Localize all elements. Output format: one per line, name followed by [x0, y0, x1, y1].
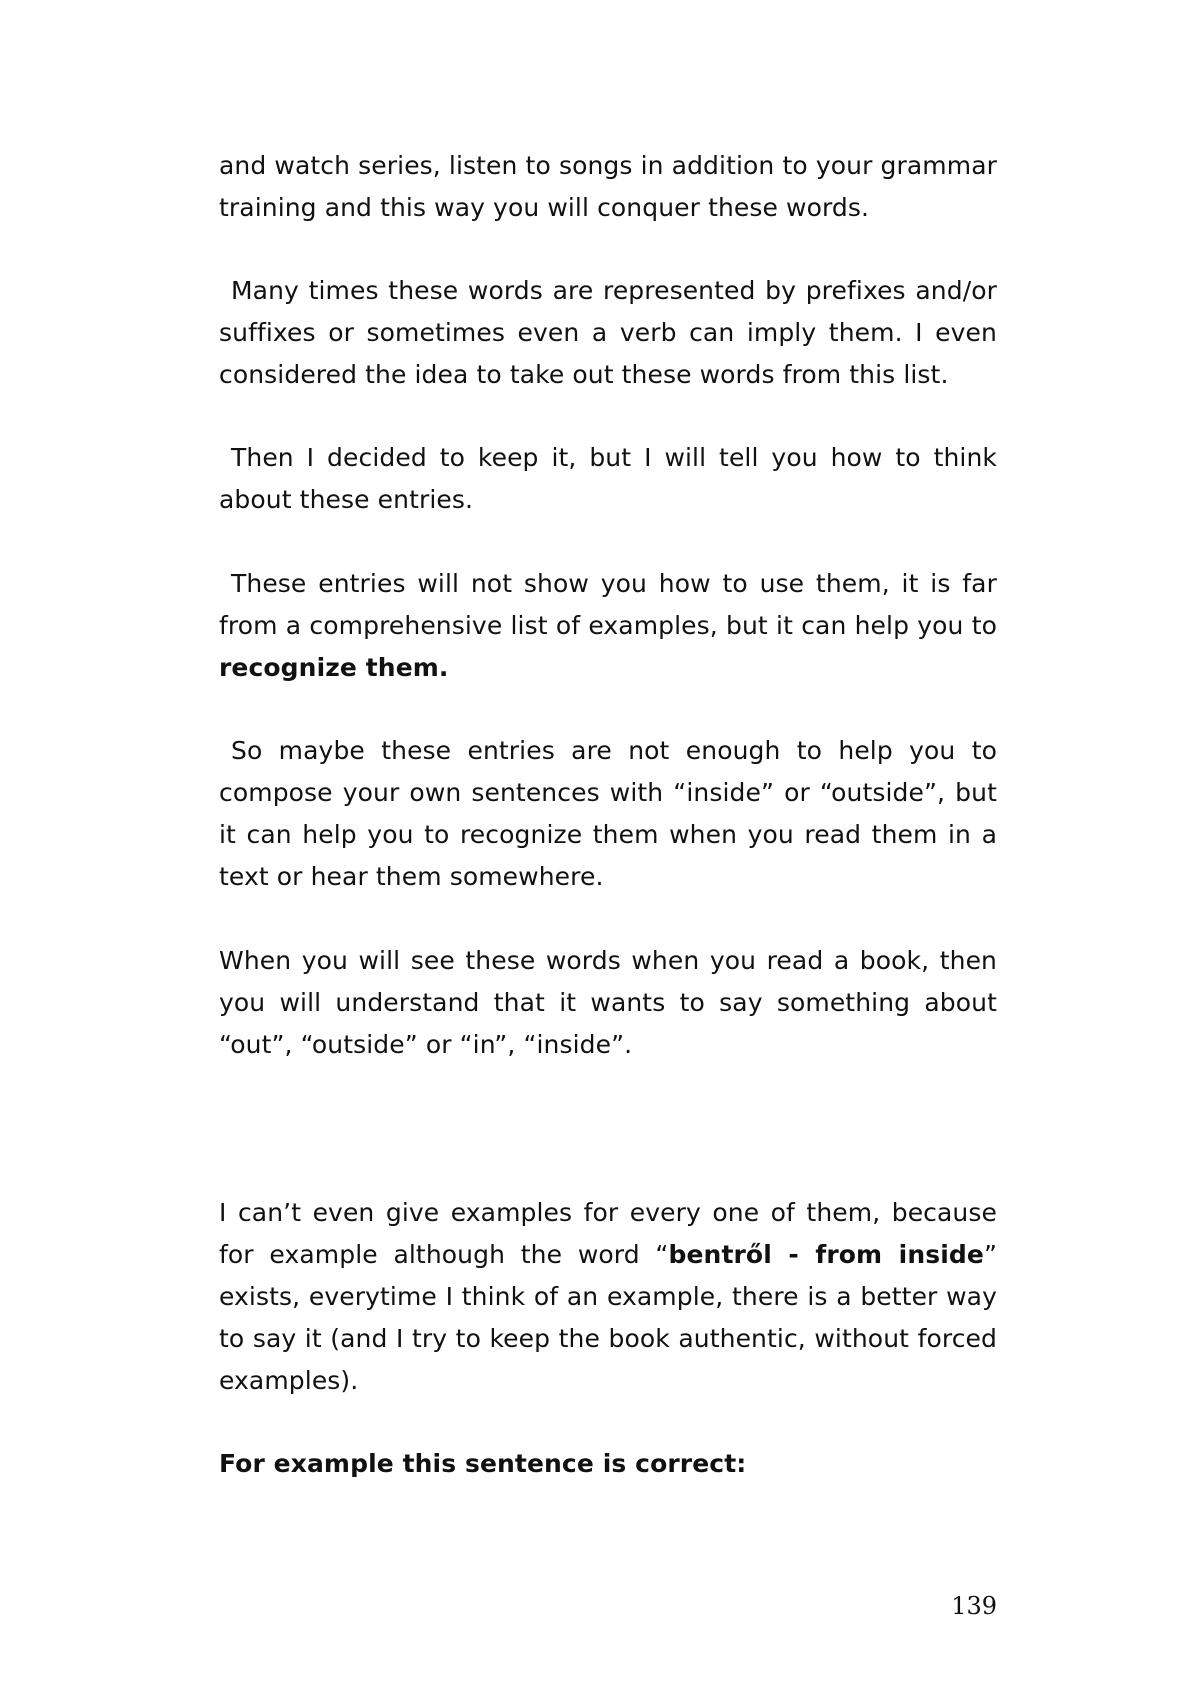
paragraph-7-after: ” exists, everytime I think of an example, there is a better way to say it (and I try to keep the book authentic, without forced examples).: [219, 1240, 998, 1395]
paragraph-7-text: [219, 1192, 997, 1402]
paragraph-1: [219, 145, 997, 229]
recognize-them-emphasis: recognize them.: [219, 653, 449, 682]
paragraph-5: [219, 730, 997, 898]
paragraph-4-text: [219, 563, 997, 689]
paragraph-3: [219, 437, 997, 521]
paragraph-7-before: I can’t even give examples for every one of them, because for example although the word “: [219, 1198, 997, 1269]
page-number: 139: [951, 1592, 997, 1620]
paragraph-4-body: These entries will not show you how to use them, it is far from a comprehensive list of examples, but it can help you to: [219, 569, 997, 640]
paragraph-6: [219, 940, 997, 1066]
paragraph-5-text: So maybe these entries are not enough to help you to compose your own sentences with “inside” or “outside”, but it can help you to recognize them when you read them in a text or hear them somewhere.: [219, 736, 997, 891]
bentrol-term: bentről - from inside: [668, 1240, 984, 1269]
paragraph-8: [219, 1443, 997, 1485]
paragraph-8-heading: For example this sentence is correct:: [219, 1449, 747, 1478]
paragraph-6-text: When you will see these words when you read a book, then you will understand that it wants to say something about “out”, “outside” or “in”, “inside”.: [219, 946, 997, 1059]
paragraph-4: [219, 563, 997, 689]
paragraph-1-text: and watch series, listen to songs in addition to your grammar training and this way you will conquer these words.: [219, 151, 997, 222]
paragraph-7: [219, 1192, 997, 1402]
paragraph-3-text: Then I decided to keep it, but I will tell you how to think about these entries.: [219, 443, 997, 514]
paragraph-2-text: Many times these words are represented by prefixes and/or suffixes or sometimes even a verb can imply them. I even considered the idea to take out these words from this list.: [219, 276, 997, 389]
paragraph-2: [219, 270, 997, 396]
